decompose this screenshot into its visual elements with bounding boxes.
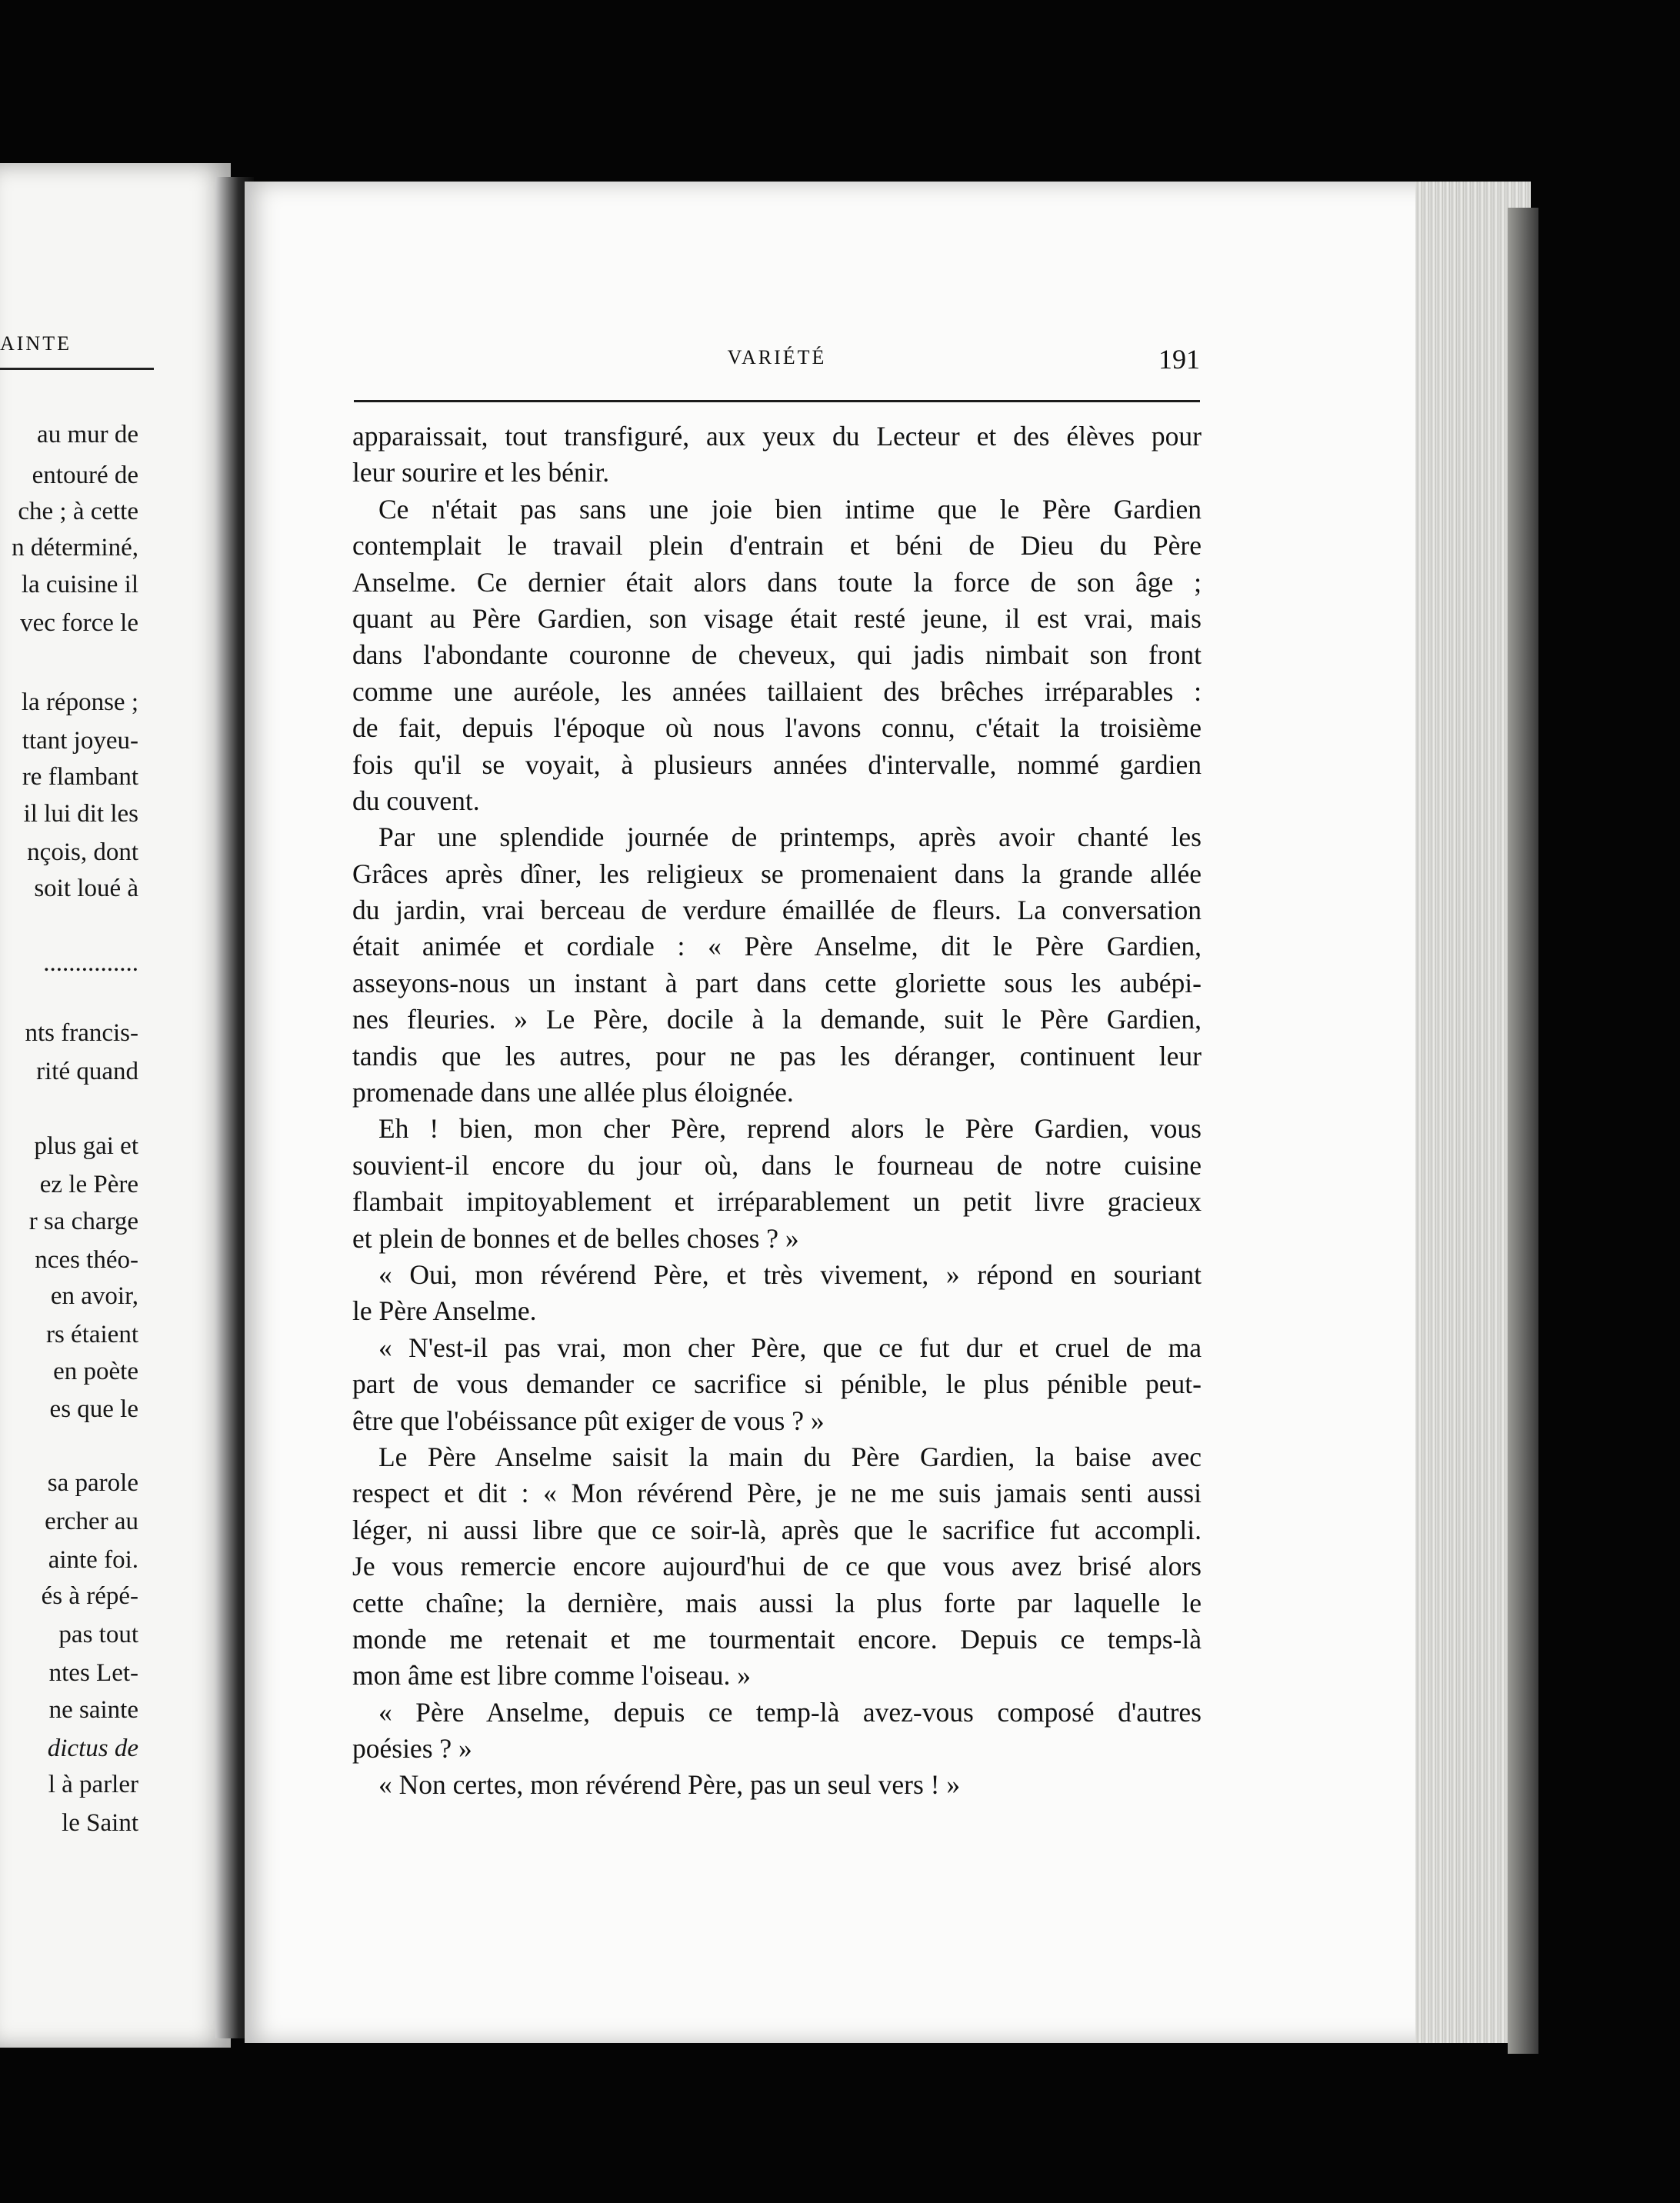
text-line: apparaissait, tout transfiguré, aux yeux du Lecteur et des élèves pour: [352, 421, 1202, 452]
left-page-line: ez le Père: [39, 1171, 138, 1198]
text-line: le Père Anselme.: [352, 1295, 537, 1327]
left-page-line: ne sainte: [48, 1696, 138, 1724]
text-line: Grâces après dîner, les religieux se promenaient dans la grande allée: [352, 858, 1202, 889]
running-head: [354, 343, 1200, 374]
text-line: quant au Père Gardien, son visage était resté jeune, il est vrai, mais: [352, 602, 1202, 634]
left-page-line: ercher au: [45, 1508, 138, 1535]
text-line: mon âme est libre comme l'oiseau. »: [352, 1660, 752, 1691]
left-page-line: rs étaient: [45, 1321, 138, 1348]
text-line: être que l'obéissance pût exiger de vous ? »: [352, 1405, 825, 1436]
left-page-line: vec force le: [20, 609, 138, 637]
left-page-line: entouré de: [32, 462, 138, 489]
text-line: du couvent.: [352, 785, 480, 816]
left-page-line: l à parler: [48, 1771, 138, 1798]
book-cover-edge: [1508, 208, 1538, 2054]
text-line: Eh ! bien, mon cher Père, reprend alors le Père Gardien, vous: [378, 1113, 1202, 1145]
left-page-line: il lui dit les: [23, 800, 138, 828]
left-page-line: n déterminé,: [12, 534, 138, 562]
left-page-line: la réponse ;: [21, 688, 138, 716]
text-line: contemplait le travail plein d'entrain et béni de Dieu du Père: [352, 530, 1202, 562]
left-page-line: ttant joyeu-: [22, 727, 138, 755]
left-page-line: soit loué à: [34, 875, 138, 902]
text-line: fois qu'il se voyait, à plusieurs années d'intervalle, nommé gardien: [352, 748, 1202, 780]
running-title: VARIÉTÉ: [727, 346, 827, 368]
left-page-line: sa parole: [47, 1469, 138, 1497]
left-head-rule: [0, 368, 154, 370]
left-page-line: dictus de: [47, 1735, 138, 1762]
text-line: leur sourire et les bénir.: [352, 457, 610, 488]
left-page-line: r sa charge: [28, 1208, 138, 1235]
text-line: monde me retenait et me tourmentait encore. Depuis ce temps-là: [352, 1623, 1202, 1655]
text-line: promenade dans une allée plus éloignée.: [352, 1077, 794, 1108]
left-page-line: le Saint: [62, 1809, 138, 1837]
left-page-line: re flambant: [22, 763, 138, 791]
left-page-line: plus gai et: [34, 1132, 138, 1160]
left-page-line: nces théo-: [35, 1246, 138, 1274]
text-line: tandis que les autres, pour ne pas les déranger, continuent leur: [352, 1040, 1202, 1072]
text-line: poésies ? »: [352, 1733, 472, 1765]
left-page-line: ainte foi.: [48, 1546, 138, 1574]
left-page-line: la cuisine il: [21, 571, 138, 598]
text-line: comme une auréole, les années taillaient des brêches irréparables :: [352, 675, 1202, 707]
left-page-line: pas tout: [58, 1621, 138, 1648]
text-line: de fait, depuis l'époque où nous l'avons connu, c'était la troisième: [352, 712, 1202, 744]
text-line: Ce n'était pas sans une joie bien intime que le Père Gardien: [378, 493, 1202, 525]
head-rule: [354, 400, 1200, 402]
text-line: souvient-il encore du jour où, dans le fourneau de notre cuisine: [352, 1149, 1202, 1181]
text-line: Le Père Anselme saisit la main du Père Gardien, la baise avec: [378, 1441, 1202, 1472]
text-line: léger, ni aussi libre que ce soir-là, après que le sacrifice fut accompli.: [352, 1514, 1202, 1545]
text-line: Par une splendide journée de printemps, après avoir chanté les: [378, 822, 1202, 853]
left-page-line: au mur de: [37, 421, 138, 448]
text-line: « Oui, mon révérend Père, et très vivement, » répond en souriant: [378, 1258, 1202, 1290]
text-line: « Père Anselme, depuis ce temp-là avez-vous composé d'autres: [378, 1696, 1202, 1728]
text-line: « N'est-il pas vrai, mon cher Père, que ce fut dur et cruel de ma: [378, 1331, 1202, 1363]
text-line: Je vous remercie encore aujourd'hui de ce que vous avez brisé alors: [352, 1551, 1202, 1582]
left-page-line: ntes Let-: [48, 1659, 138, 1687]
text-line: du jardin, vrai berceau de verdure émaillée de fleurs. La conversation: [352, 895, 1202, 926]
text-line: Anselme. Ce dernier était alors dans toute la force de son âge ;: [352, 566, 1202, 598]
left-page-line: en avoir,: [50, 1282, 138, 1310]
page-number: 191: [1158, 344, 1200, 375]
text-line: nes fleuries. » Le Père, docile à la demande, suit le Père Gardien,: [352, 1004, 1202, 1035]
left-page-line: che ; à cette: [18, 498, 138, 525]
left-page-line: és à répé-: [41, 1582, 138, 1610]
text-line: était animée et cordiale : « Père Anselme, dit le Père Gardien,: [352, 931, 1202, 962]
left-page-line: es que le: [49, 1395, 138, 1423]
text-line: flambait impitoyablement et irréparablement un petit livre gracieux: [352, 1186, 1202, 1218]
text-line: respect et dit : « Mon révérend Père, je ne me suis jamais senti aussi: [352, 1478, 1202, 1509]
text-line: part de vous demander ce sacrifice si pénible, le plus pénible peut-: [352, 1368, 1202, 1400]
left-running-head: AINTE: [0, 332, 72, 355]
text-line: cette chaîne; la dernière, mais aussi la plus forte par laquelle le: [352, 1587, 1202, 1618]
left-page-line: nçois, dont: [27, 838, 138, 866]
text-line: et plein de bonnes et de belles choses ? »: [352, 1222, 799, 1254]
text-line: dans l'abondante couronne de cheveux, qui jadis nimbait son front: [352, 639, 1202, 671]
body-text: [352, 418, 1202, 1804]
left-page-line: nts francis-: [25, 1019, 138, 1047]
text-line: asseyons-nous un instant à part dans cette gloriette sous les aubépi-: [352, 967, 1202, 998]
left-page-line: en poète: [53, 1358, 138, 1385]
text-line: « Non certes, mon révérend Père, pas un seul vers ! »: [378, 1769, 961, 1801]
left-page-line: rité quand: [36, 1058, 138, 1085]
left-page-line: ...............: [43, 949, 138, 977]
